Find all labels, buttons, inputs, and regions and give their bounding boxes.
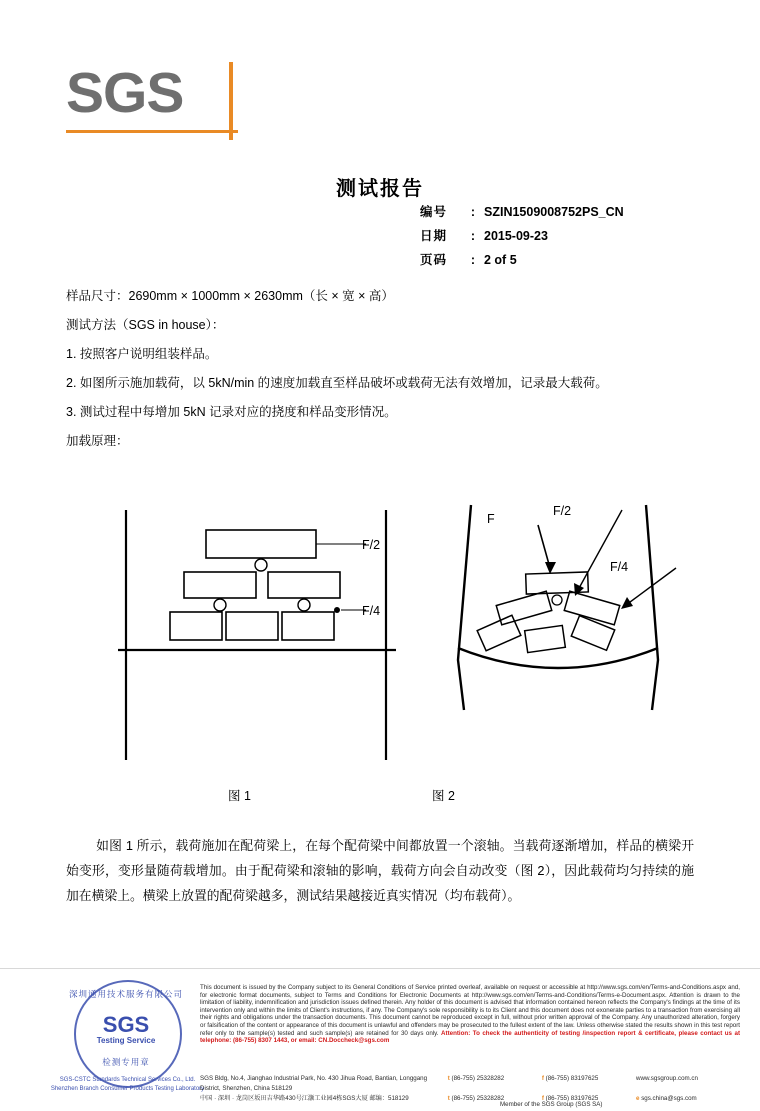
email-value: sgs.china@sgs.com [641, 1095, 697, 1102]
address-row-en [200, 1074, 745, 1094]
meta-row-report-no [420, 202, 624, 220]
tel-label-cn: t [447, 1095, 450, 1102]
stamp-subtitle: Testing Service [96, 1036, 156, 1045]
report-meta [420, 202, 624, 274]
fig2-label-f-quarter: F/4 [610, 560, 629, 574]
explanation-paragraph-text: 如图 1 所示，载荷施加在配荷梁上，在每个配荷梁中间都放置一个滚轴。当载荷逐渐增加，样品的横梁开始变形，变形量随荷载增加。由于配荷梁和滚轴的影响，载荷方向会自动改变（图 2），因此载荷均匀持续的施加在横梁上。横梁上放置的配荷梁越多，测试结果越接近真实情况（均布载荷）。 [66, 838, 694, 903]
website[interactable]: www.sgsgroup.com.cn [636, 1075, 698, 1082]
meta-colon-page: : [470, 253, 476, 267]
stamp-chinese-bottom: 检测专用章 [102, 1057, 150, 1067]
page-title: 测试报告 [336, 178, 424, 200]
figure-2-drawing [458, 505, 676, 710]
meta-value-page: 2 of 5 [484, 253, 517, 267]
meta-value-date: 2015-09-23 [484, 229, 548, 243]
meta-row-page [420, 250, 624, 268]
fig2-label-f: F [487, 512, 495, 526]
fax-en [542, 1074, 636, 1094]
email-label: e [636, 1095, 640, 1102]
sample-size-line: 样品尺寸：2690mm × 1000mm × 2630mm（长 × 宽 × 高） [66, 289, 394, 303]
company-stamp [50, 978, 205, 1098]
legal-disclaimer [200, 984, 740, 1045]
loading-principle-diagram [66, 470, 706, 800]
fax-label-cn: f [541, 1095, 544, 1102]
figures-area [66, 470, 706, 820]
stamp-chinese-top: 深圳通用技术服务有限公司 [68, 989, 183, 999]
stamp-footer-lines [50, 1076, 205, 1094]
tel-en [448, 1074, 542, 1094]
member-notice: Member of the SGS Group (SGS SA) [500, 1101, 603, 1108]
method-step-2: 2. 如图所示施加载荷，以 5kN/min 的速度加载直至样品破坏或载荷无法有效增加，记录最大载荷。 [66, 376, 608, 390]
fax-value-en: (86-755) 83197625 [545, 1075, 599, 1082]
method-text-block [66, 283, 706, 457]
figure-2-caption: 图 2 [432, 789, 455, 803]
fig1-label-f-quarter: F/4 [362, 604, 381, 618]
meta-row-date [420, 226, 624, 244]
figure-1-drawing [118, 510, 396, 760]
footer-divider [0, 968, 760, 969]
stamp-footer-line1: SGS-CSTC Standards Technical Services Co., Ltd. [59, 1077, 196, 1083]
meta-label-page: 页码 [420, 253, 448, 267]
fax-label-en: f [541, 1075, 544, 1082]
footer-address-block [200, 1074, 745, 1104]
meta-colon-report-no: : [470, 205, 476, 219]
logo-vertical-rule [229, 62, 233, 140]
tel-value-cn: (86-755) 25328282 [451, 1095, 505, 1102]
test-method-heading: 测试方法（SGS in house）： [66, 318, 225, 332]
address-en: SGS Bldg, No.4, Jianghao Industrial Park, No. 430 Jihua Road, Bantian, Longgang District, Shenzhen, China 518129 [200, 1075, 428, 1092]
tel-label-en: t [447, 1075, 450, 1082]
meta-value-report-no: SZIN1509008752PS_CN [484, 205, 624, 219]
address-row-cn [200, 1094, 745, 1104]
meta-colon-date: : [470, 229, 476, 243]
method-step-3: 3. 测试过程中每增加 5kN 记录对应的挠度和样品变形情况。 [66, 405, 397, 419]
meta-label-report-no: 编号 [420, 205, 448, 219]
sgs-logo [66, 62, 246, 140]
figure-1-caption: 图 1 [228, 789, 251, 803]
explanation-paragraph [66, 833, 694, 908]
meta-label-date: 日期 [420, 229, 448, 243]
logo-horizontal-rule [66, 130, 238, 133]
legal-text: This document is issued by the Company subject to its General Conditions of Service printed overleaf, available on request or accessible at http://www.sgs.com/en/Terms-and-Conditions.aspx and, for electronic format documents, subject to Terms and Conditions for Electronic Documents at http://www.sgs.com/en/Terms-and-Conditions/Terms-e-Document.aspx. Attention is drawn to the limitation of liability, indemnification and jurisdiction issues defined therein. Any holder of this document is advised that information contained hereon reflects the Company's findings at the time of its intervention only and within the limits of Client's instructions, if any. The Company's sole responsibility is to its Client and this document does not exonerate parties to a transaction from exercising all their rights and obligations under the transaction documents. This document cannot be reproduced except in full, without prior written approval of the Company. Any unauthorized alteration, forgery or falsification of the content or appearance of this document is unlawful and offenders may be prosecuted to the fullest extent of the law. Unless otherwise stated the results shown in this test report refer only to the sample(s) tested and such sample(s) are retained for 30 days only. [200, 984, 740, 1037]
method-step-1: 1. 按照客户说明组装样品。 [66, 347, 218, 361]
legal-attention: Attention: To check the authenticity of testing /inspection report & certificate, please contact us at telephone: (86-755) 8307 1443, or email: CN.Doccheck@sgs.com [200, 1029, 740, 1045]
address-cn: 中国 · 深圳 · 龙岗区坂田吉华路430号江灏工业园4栋SGS大厦 邮编：518129 [200, 1095, 409, 1102]
stamp-sgs-text: SGS [102, 1012, 150, 1037]
tel-value-en: (86-755) 25328282 [451, 1075, 505, 1082]
loading-principle-heading: 加载原理： [66, 434, 129, 448]
fig2-label-f-half: F/2 [553, 504, 572, 518]
email[interactable] [636, 1094, 745, 1104]
stamp-footer-line2: Shenzhen Branch Consumer Products Testing Laboratory [50, 1086, 205, 1092]
sgs-logo-text: SGS [66, 61, 184, 125]
fig1-label-f-half: F/2 [362, 538, 381, 552]
fax-value-cn: (86-755) 83197625 [545, 1095, 599, 1102]
